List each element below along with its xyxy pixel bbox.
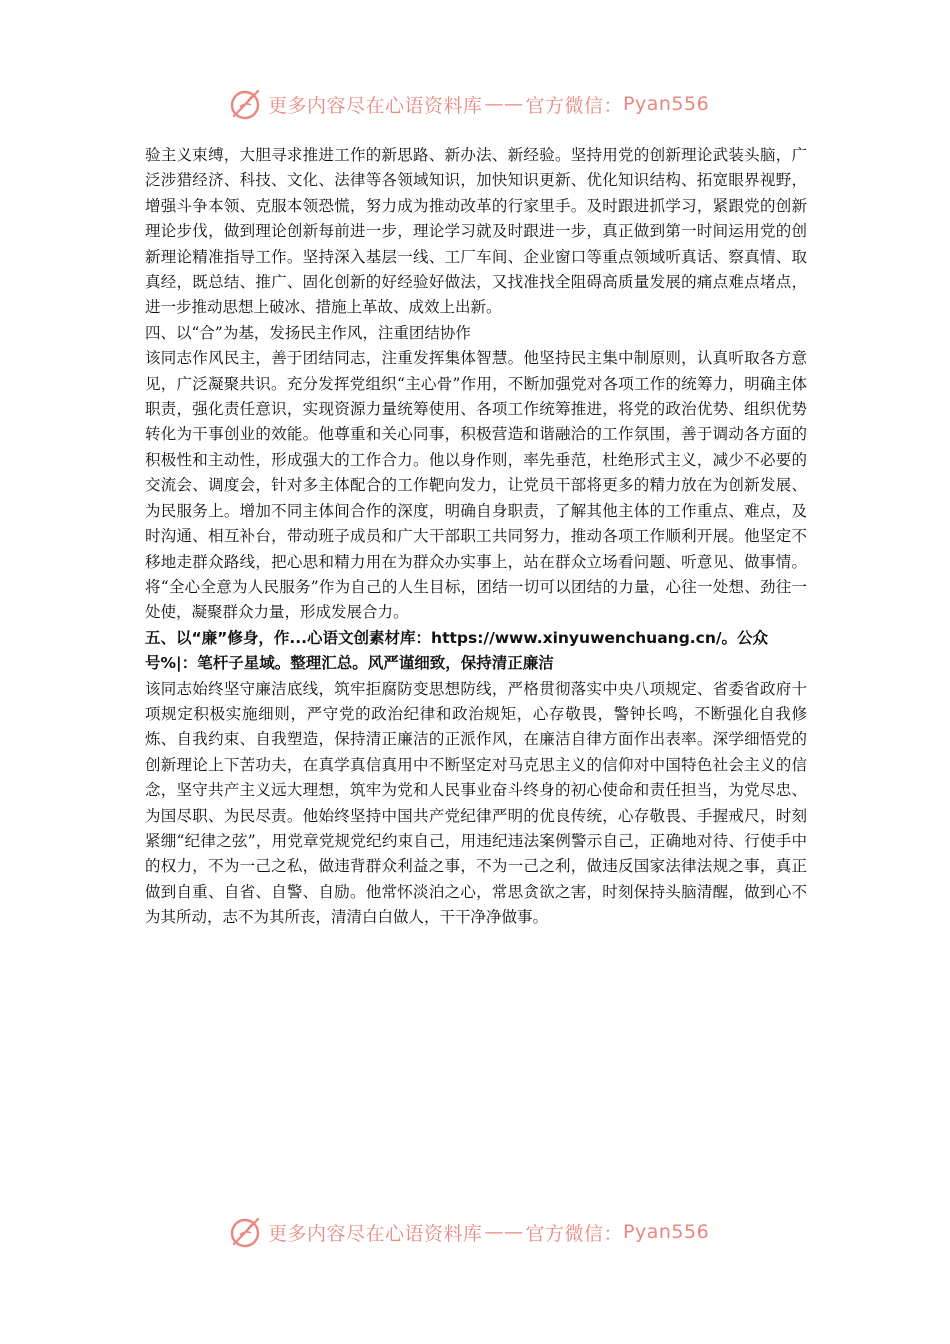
watermark-dash: —— — [484, 1221, 524, 1243]
quill-logo-icon — [228, 1214, 264, 1250]
watermark-text: 更多内容尽在心语资料库 — [268, 94, 483, 117]
watermark-text: 更多内容尽在心语资料库 — [268, 1222, 483, 1245]
watermark-dash: —— — [484, 93, 524, 115]
watermark-wechat-label: 官方微信： — [525, 94, 624, 117]
paragraph: 该同志始终坚守廉洁底线，筑牢拒腐防变思想防线，严格贯彻落实中央八项规定、省委省政府十项规定积极实施细则，严守党的政治纪律和政治规矩，心存敬畏，警钟长鸣，不断强化自我修炼、自我约束、自我塑造，保持清正廉洁的正派作风，在廉洁自律方面作出表率。深学细悟党的创新理论上下苦功夫，在真学真信真用中不断坚定对马克思主义的信仰对中国特色社会主义的信念，坚守共产主义远大理想，筑牢为党和人民事业奋斗终身的初心使命和责任担当，为党尽忠、为国尽职、为民尽责。他始终坚持中国共产党纪律严明的优良传统，心存敬畏、手握戒尺，时刻紧绷“纪律之弦”，用党章党规党纪约束自己，用违纪违法案例警示自己，正确地对待、行使手中的权力，不为一己之私，做违背群众利益之事，不为一己之利，做违反国家法律法规之事，真正做到自重、自省、自警、自励。他常怀淡泊之心，常思贪欲之害，时刻保持头脑清醒，做到心不为其所动，志不为其所丧，清清白白做人，干干净净做事。 — [145, 679, 807, 927]
paragraph: 该同志作风民主，善于团结同志，注重发挥集体智慧。他坚持民主集中制原则，认真听取各方意见，广泛凝聚共识。充分发挥党组织“主心骨”作用，不断加强党对各项工作的统筹力，明确主体职责，强化责任意识，实现资源力量统筹使用、各项工作统筹推进，将党的政治优势、组织优势转化为干事创业的效能。他尊重和关心同事，积极营造和谐融洽的工作氛围，善于调动各方面的积极性和主动性，形成强大的工作合力。他以身作则，率先垂范，杜绝形式主义，减少不必要的交流会、调度会，针对多主体配合的工作靶向发力，让党员干部将更多的精力放在为创新发展、为民服务上。增加不同主体间合作的深度，明确自身职责，了解其他主体的工作重点、难点，及时沟通、相互补台，带动班子成员和广大干部职工共同努力，推动各项工作顺利开展。他坚定不移地走群众路线，把心思和精力用在为群众办实事上，站在群众立场看问题、听意见、做事情。将“全心全意为人民服务”作为自己的人生目标，团结一切可以团结的力量，心往一处想、劲往一处使，凝聚群众力量，形成发展合力。 — [145, 349, 807, 622]
watermark-wechat-id: Pyan556 — [623, 1221, 710, 1243]
quill-logo-icon — [228, 86, 264, 122]
watermark-banner-bottom — [228, 1212, 709, 1252]
watermark-wechat-id: Pyan556 — [623, 93, 710, 115]
section-heading-5: 五、以“廉”修身，作...心语文创素材库：https://www.xinyuwenchuang.cn/。公众号%|：笔杆子星域。整理汇总。风严谨细致，保持清正廉洁 — [145, 628, 769, 673]
paragraph: 验主义束缚，大胆寻求推进工作的新思路、新办法、新经验。坚持用党的创新理论武装头脑，广泛涉猎经济、科技、文化、法律等各领域知识，加快知识更新、优化知识结构、拓宽眼界视野，增强斗争本领、克服本领恐慌，努力成为推动改革的行家里手。及时跟进抓学习，紧跟党的创新理论步伐，做到理论创新每前进一步，理论学习就及时跟进一步，真正做到第一时间运用党的创新理论精准指导工作。坚持深入基层一线、工厂车间、企业窗口等重点领域听真话、察真情、取真经，既总结、推广、固化创新的好经验好做法，又找准找全阻碍高质量发展的痛点难点堵点，进一步推动思想上破冰、措施上革故、成效上出新。 — [145, 146, 807, 317]
document-body — [145, 143, 807, 931]
watermark-banner-top — [228, 84, 709, 124]
section-heading-4: 四、以“合”为基，发扬民主作风，注重团结协作 — [145, 323, 471, 342]
watermark-wechat-label: 官方微信： — [525, 1222, 624, 1245]
